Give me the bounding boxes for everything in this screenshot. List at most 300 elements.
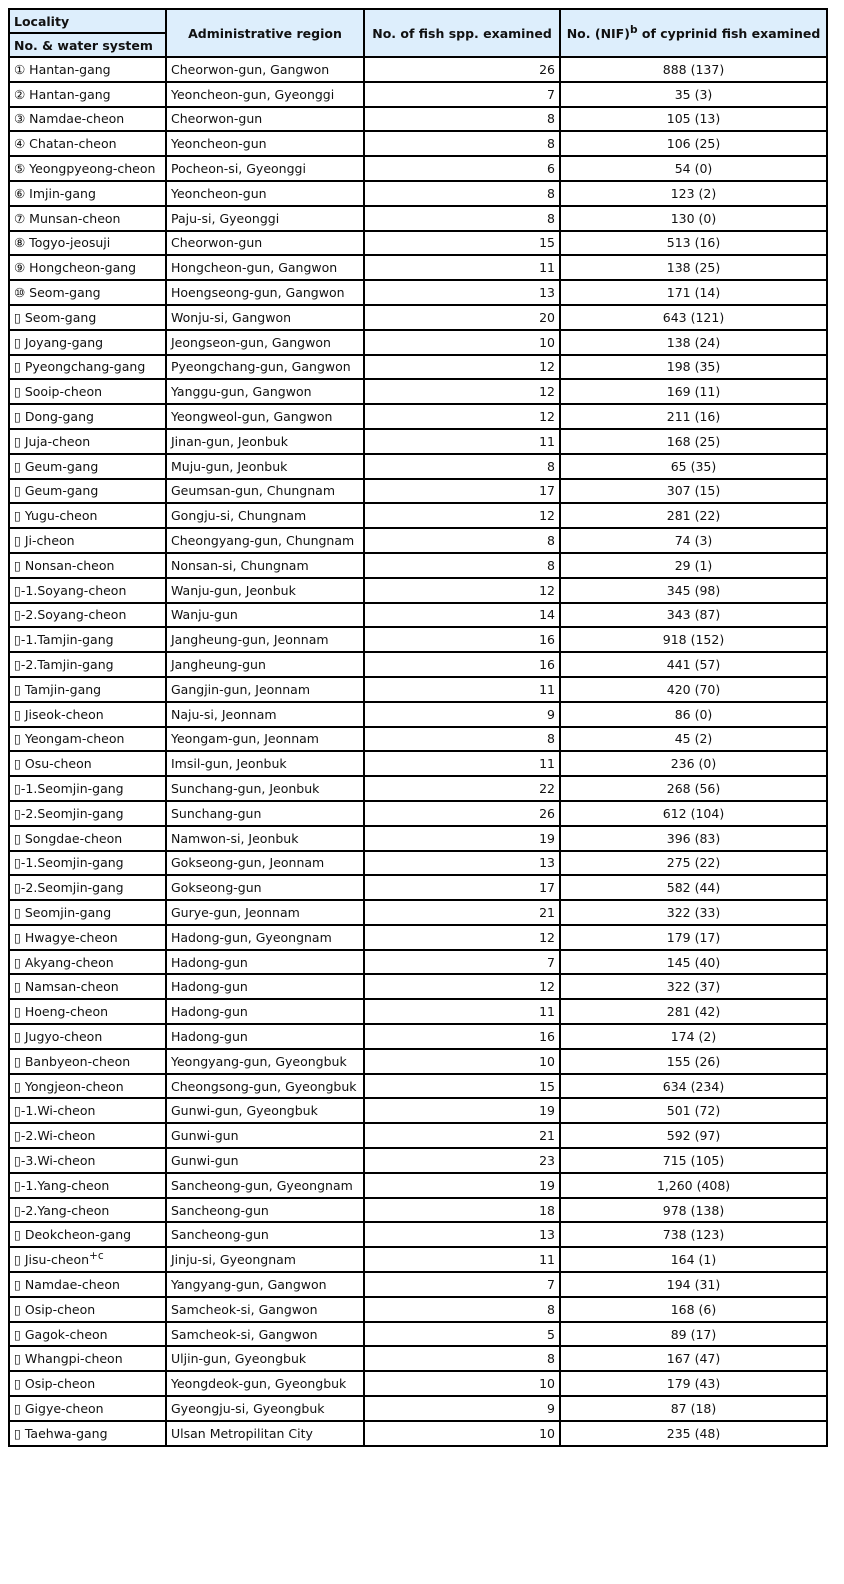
locality-cell xyxy=(9,603,166,628)
locality-cell-text: ▯-2.Tamjin-gang xyxy=(14,657,114,673)
header-cyprinid-prefix: No. (NIF) xyxy=(566,25,630,41)
spp-count-cell-text: 10 xyxy=(539,1376,555,1392)
locality-cell-text: ▯ Whangpi-cheon xyxy=(14,1351,123,1367)
locality-cell xyxy=(9,999,166,1024)
spp-count-cell xyxy=(364,1371,560,1396)
spp-count-cell xyxy=(364,652,560,677)
nif-count-cell xyxy=(560,479,827,504)
locality-cell xyxy=(9,1396,166,1421)
spp-count-cell-text: 12 xyxy=(539,409,555,425)
nif-count-cell-text: 738 (123) xyxy=(662,1227,725,1243)
table-row xyxy=(9,107,827,132)
nif-count-cell xyxy=(560,974,827,999)
locality-cell-text: ⑩ Seom-gang xyxy=(14,285,101,301)
region-cell-text: Cheorwon-gun, Gangwon xyxy=(171,61,330,77)
nif-count-cell xyxy=(560,280,827,305)
region-cell-text: Hadong-gun, Gyeongnam xyxy=(171,929,332,945)
nif-count-cell-text: 322 (33) xyxy=(666,904,721,920)
spp-count-cell xyxy=(364,454,560,479)
spp-count-cell-text: 16 xyxy=(539,657,555,673)
spp-count-cell-text: 8 xyxy=(547,458,555,474)
spp-count-cell xyxy=(364,851,560,876)
nif-count-cell-text: 198 (35) xyxy=(666,359,721,375)
region-cell-text: Yeoncheon-gun xyxy=(171,185,267,201)
nif-count-cell xyxy=(560,1148,827,1173)
region-cell-text: Ulsan Metropilitan City xyxy=(171,1425,313,1441)
spp-count-cell xyxy=(364,503,560,528)
spp-count-cell xyxy=(364,578,560,603)
region-cell xyxy=(166,1024,364,1049)
nif-count-cell xyxy=(560,578,827,603)
spp-count-cell xyxy=(364,627,560,652)
region-cell xyxy=(166,578,364,603)
nif-count-cell-text: 978 (138) xyxy=(662,1202,725,1218)
region-cell-text: Gunwi-gun, Gyeongbuk xyxy=(171,1103,318,1119)
spp-count-cell-text: 11 xyxy=(539,681,555,697)
spp-count-cell-text: 12 xyxy=(539,929,555,945)
spp-count-cell-text: 12 xyxy=(539,979,555,995)
locality-cell-text: ▯ Juja-cheon xyxy=(14,433,91,449)
region-cell xyxy=(166,1198,364,1223)
nif-count-cell-text: 275 (22) xyxy=(666,855,721,871)
nif-count-cell-text: 211 (16) xyxy=(666,409,721,425)
region-cell-text: Yeoncheon-gun xyxy=(171,136,267,152)
region-cell xyxy=(166,355,364,380)
locality-cell-text: ▯ Banbyeon-cheon xyxy=(14,1053,131,1069)
spp-count-cell xyxy=(364,330,560,355)
region-cell-text: Wonju-si, Gangwon xyxy=(171,309,292,325)
spp-count-cell-text: 21 xyxy=(539,904,555,920)
nif-count-cell xyxy=(560,379,827,404)
nif-count-cell xyxy=(560,1049,827,1074)
table-row xyxy=(9,652,827,677)
locality-cell-text: ▯ Joyang-gang xyxy=(14,334,104,350)
spp-count-cell xyxy=(364,702,560,727)
header-row-1 xyxy=(9,9,827,33)
table-row xyxy=(9,1421,827,1446)
region-cell xyxy=(166,57,364,82)
nif-count-cell xyxy=(560,727,827,752)
spp-count-cell xyxy=(364,1148,560,1173)
locality-cell xyxy=(9,206,166,231)
locality-cell-text: ▯ Songdae-cheon xyxy=(14,830,123,846)
nif-count-cell xyxy=(560,677,827,702)
nif-count-cell xyxy=(560,1222,827,1247)
spp-count-cell-text: 6 xyxy=(547,161,555,177)
locality-cell xyxy=(9,82,166,107)
table-row xyxy=(9,1371,827,1396)
nif-count-cell-text: 268 (56) xyxy=(666,781,721,796)
header-locality: Locality xyxy=(9,9,166,33)
locality-cell xyxy=(9,379,166,404)
nif-count-cell xyxy=(560,1074,827,1099)
locality-cell-text: ▯ Namsan-cheon xyxy=(14,979,119,995)
spp-count-cell xyxy=(364,1421,560,1446)
spp-count-cell xyxy=(364,751,560,776)
region-cell xyxy=(166,1396,364,1421)
table-row xyxy=(9,1396,827,1421)
spp-count-cell xyxy=(364,727,560,752)
spp-count-cell-text: 10 xyxy=(539,1425,555,1441)
locality-cell-text: ▯ Jisu-cheon xyxy=(14,1252,90,1268)
locality-cell xyxy=(9,875,166,900)
region-cell-text: Yeongyang-gun, Gyeongbuk xyxy=(171,1053,347,1069)
locality-cell-text: ▯ Namdae-cheon xyxy=(14,1276,120,1292)
spp-count-cell-text: 8 xyxy=(547,731,555,747)
nif-count-cell-text: 164 (1) xyxy=(670,1252,717,1268)
nif-count-cell xyxy=(560,1123,827,1148)
table-row xyxy=(9,82,827,107)
spp-count-cell xyxy=(364,1222,560,1247)
spp-count-cell xyxy=(364,603,560,628)
locality-cell-text: ▯ Yongjeon-cheon xyxy=(14,1078,124,1094)
region-cell xyxy=(166,1173,364,1198)
spp-count-cell-text: 19 xyxy=(539,1103,555,1119)
spp-count-cell xyxy=(364,826,560,851)
table-row xyxy=(9,1098,827,1123)
spp-count-cell-text: 11 xyxy=(539,1004,555,1020)
locality-cell-text: ⑨ Hongcheon-gang xyxy=(14,260,137,276)
spp-count-cell xyxy=(364,776,560,801)
nif-count-cell xyxy=(560,255,827,280)
table-row xyxy=(9,528,827,553)
locality-cell xyxy=(9,131,166,156)
spp-count-cell xyxy=(364,1074,560,1099)
table-row xyxy=(9,999,827,1024)
locality-cell-text: ▯-3.Wi-cheon xyxy=(14,1152,96,1168)
table-row xyxy=(9,851,827,876)
table-row xyxy=(9,1024,827,1049)
spp-count-cell xyxy=(364,900,560,925)
nif-count-cell-text: 343 (87) xyxy=(666,607,721,623)
nif-count-cell xyxy=(560,925,827,950)
nif-count-cell-text: 501 (72) xyxy=(666,1103,721,1119)
table-row xyxy=(9,578,827,603)
spp-count-cell-text: 10 xyxy=(539,1053,555,1069)
spp-count-cell-text: 8 xyxy=(547,1301,555,1317)
spp-count-cell-text: 13 xyxy=(539,1227,555,1243)
spp-count-cell xyxy=(364,1123,560,1148)
nif-count-cell xyxy=(560,826,827,851)
locality-cell-text: ▯-2.Wi-cheon xyxy=(14,1128,96,1144)
table-row xyxy=(9,379,827,404)
region-cell-text: Hadong-gun xyxy=(171,1004,248,1020)
locality-cell-text: ▯ Osip-cheon xyxy=(14,1301,96,1317)
table-row xyxy=(9,751,827,776)
nif-count-cell-text: 179 (43) xyxy=(666,1376,721,1392)
nif-count-cell-text: 138 (25) xyxy=(666,260,721,276)
region-cell xyxy=(166,1371,364,1396)
nif-count-cell-text: 582 (44) xyxy=(666,880,721,896)
nif-count-cell-text: 74 (3) xyxy=(674,533,713,549)
nif-count-cell xyxy=(560,107,827,132)
nif-count-cell xyxy=(560,1173,827,1198)
locality-cell-text: ① Hantan-gang xyxy=(14,61,111,77)
locality-cell-text: ④ Chatan-cheon xyxy=(14,136,117,152)
nif-count-cell xyxy=(560,1322,827,1347)
region-cell-text: Naju-si, Jeonnam xyxy=(171,706,277,722)
region-cell-text: Nonsan-si, Chungnam xyxy=(171,557,309,573)
region-cell-text: Yanggu-gun, Gangwon xyxy=(171,384,312,400)
spp-count-cell-text: 8 xyxy=(547,557,555,573)
nif-count-cell xyxy=(560,231,827,256)
region-cell-text: Jinan-gun, Jeonbuk xyxy=(171,433,288,449)
region-cell-text: Jangheung-gun, Jeonnam xyxy=(171,632,329,648)
table-row xyxy=(9,1123,827,1148)
nif-count-cell-text: 441 (57) xyxy=(666,657,721,673)
header-cyprinid-suffix: of cyprinid fish examined xyxy=(637,25,821,41)
spp-count-cell-text: 9 xyxy=(547,706,555,722)
region-cell xyxy=(166,404,364,429)
locality-cell xyxy=(9,826,166,851)
locality-cell-text: ▯-1.Wi-cheon xyxy=(14,1103,96,1119)
footnote-marker: +c xyxy=(89,1249,104,1263)
spp-count-cell-text: 21 xyxy=(539,1128,555,1144)
locality-cell-text: ⑥ Imjin-gang xyxy=(14,185,96,201)
nif-count-cell-text: 513 (16) xyxy=(666,235,721,251)
locality-cell xyxy=(9,181,166,206)
spp-count-cell-text: 11 xyxy=(539,1252,555,1268)
spp-count-cell xyxy=(364,1247,560,1272)
nif-count-cell-text: 89 (17) xyxy=(670,1326,717,1342)
table-row xyxy=(9,503,827,528)
locality-cell xyxy=(9,231,166,256)
table-row xyxy=(9,1198,827,1223)
spp-count-cell-text: 20 xyxy=(539,309,555,325)
header-no-water-system: No. & water system xyxy=(9,33,166,57)
spp-count-cell-text: 13 xyxy=(539,285,555,301)
locality-cell-text: ▯-1.Soyang-cheon xyxy=(14,582,127,598)
spp-count-cell-text: 11 xyxy=(539,756,555,772)
table-row xyxy=(9,255,827,280)
nif-count-cell xyxy=(560,305,827,330)
locality-cell-text: ▯ Yeongam-cheon xyxy=(14,731,125,747)
region-cell-text: Namwon-si, Jeonbuk xyxy=(171,830,299,846)
footnote-marker-b: b xyxy=(629,22,638,36)
region-cell xyxy=(166,1148,364,1173)
region-cell-text: Sancheong-gun xyxy=(171,1202,269,1218)
region-cell xyxy=(166,479,364,504)
spp-count-cell xyxy=(364,925,560,950)
spp-count-cell-text: 17 xyxy=(539,483,555,499)
nif-count-cell-text: 236 (0) xyxy=(670,756,717,772)
nif-count-cell xyxy=(560,603,827,628)
locality-cell-text: ▯ Osip-cheon xyxy=(14,1376,96,1392)
locality-cell xyxy=(9,974,166,999)
nif-count-cell xyxy=(560,156,827,181)
table-row xyxy=(9,702,827,727)
locality-cell-text: ▯-2.Soyang-cheon xyxy=(14,607,127,623)
nif-count-cell xyxy=(560,1297,827,1322)
table-row xyxy=(9,1222,827,1247)
nif-count-cell-text: 345 (98) xyxy=(666,582,721,598)
locality-cell xyxy=(9,925,166,950)
locality-cell xyxy=(9,1123,166,1148)
nif-count-cell-text: 87 (18) xyxy=(670,1400,717,1416)
nif-count-cell xyxy=(560,1247,827,1272)
locality-cell-text: ▯ Osu-cheon xyxy=(14,756,92,772)
locality-cell-text: ▯ Ji-cheon xyxy=(14,533,75,549)
region-cell-text: Gunwi-gun xyxy=(171,1152,239,1168)
table-body xyxy=(9,57,827,1446)
region-cell xyxy=(166,503,364,528)
spp-count-cell xyxy=(364,1322,560,1347)
nif-count-cell-text: 171 (14) xyxy=(666,285,721,301)
nif-count-cell xyxy=(560,652,827,677)
region-cell xyxy=(166,156,364,181)
spp-count-cell xyxy=(364,429,560,454)
table-row xyxy=(9,925,827,950)
region-cell xyxy=(166,131,364,156)
locality-cell xyxy=(9,404,166,429)
spp-count-cell-text: 8 xyxy=(547,111,555,127)
nif-count-cell-text: 715 (105) xyxy=(662,1152,725,1168)
locality-cell xyxy=(9,776,166,801)
locality-cell-text: ▯ Nonsan-cheon xyxy=(14,557,115,573)
table-row xyxy=(9,1049,827,1074)
region-cell xyxy=(166,1272,364,1297)
spp-count-cell-text: 16 xyxy=(539,632,555,648)
spp-count-cell-text: 13 xyxy=(539,855,555,871)
locality-cell xyxy=(9,1173,166,1198)
region-cell xyxy=(166,652,364,677)
spp-count-cell-text: 22 xyxy=(539,781,555,796)
locality-cell-text: ▯ Taehwa-gang xyxy=(14,1425,108,1441)
spp-count-cell-text: 14 xyxy=(539,607,555,623)
nif-count-cell xyxy=(560,1396,827,1421)
region-cell xyxy=(166,875,364,900)
spp-count-cell-text: 9 xyxy=(547,1400,555,1416)
locality-cell-text: ▯ Deokcheon-gang xyxy=(14,1227,132,1243)
nif-count-cell-text: 1,260 (408) xyxy=(656,1177,731,1193)
nif-count-cell xyxy=(560,131,827,156)
region-cell-text: Pyeongchang-gun, Gangwon xyxy=(171,359,351,375)
region-cell xyxy=(166,82,364,107)
region-cell xyxy=(166,677,364,702)
region-cell-text: Cheorwon-gun xyxy=(171,235,263,251)
region-cell-text: Samcheok-si, Gangwon xyxy=(171,1326,318,1342)
nif-count-cell xyxy=(560,875,827,900)
locality-cell xyxy=(9,255,166,280)
spp-count-cell-text: 15 xyxy=(539,1078,555,1094)
locality-cell xyxy=(9,355,166,380)
locality-cell xyxy=(9,677,166,702)
nif-count-cell-text: 281 (22) xyxy=(666,508,721,524)
locality-cell-text: ▯ Seomjin-gang xyxy=(14,904,112,920)
region-cell xyxy=(166,305,364,330)
region-cell-text: Sunchang-gun xyxy=(171,805,262,821)
locality-cell-text: ▯-1.Seomjin-gang xyxy=(14,781,124,796)
region-cell-text: Hadong-gun xyxy=(171,1028,248,1044)
spp-count-cell-text: 8 xyxy=(547,210,555,226)
spp-count-cell xyxy=(364,1297,560,1322)
nif-count-cell xyxy=(560,57,827,82)
region-cell xyxy=(166,603,364,628)
locality-cell-text: ▯ Hoeng-cheon xyxy=(14,1004,109,1020)
nif-count-cell xyxy=(560,751,827,776)
spp-count-cell xyxy=(364,974,560,999)
locality-cell xyxy=(9,851,166,876)
spp-count-cell-text: 12 xyxy=(539,582,555,598)
table-row xyxy=(9,1297,827,1322)
region-cell-text: Wanju-gun, Jeonbuk xyxy=(171,582,296,598)
region-cell-text: Gokseong-gun xyxy=(171,880,262,896)
region-cell xyxy=(166,181,364,206)
locality-cell xyxy=(9,57,166,82)
region-cell-text: Hoengseong-gun, Gangwon xyxy=(171,285,345,301)
locality-cell xyxy=(9,156,166,181)
nif-count-cell xyxy=(560,900,827,925)
region-cell xyxy=(166,330,364,355)
nif-count-cell xyxy=(560,1272,827,1297)
spp-count-cell-text: 12 xyxy=(539,359,555,375)
locality-cell xyxy=(9,702,166,727)
region-cell-text: Paju-si, Gyeonggi xyxy=(171,210,280,226)
spp-count-cell-text: 8 xyxy=(547,533,555,549)
spp-count-cell xyxy=(364,1272,560,1297)
spp-count-cell-text: 8 xyxy=(547,1351,555,1367)
region-cell-text: Pocheon-si, Gyeonggi xyxy=(171,161,306,177)
spp-count-cell-text: 16 xyxy=(539,1028,555,1044)
region-cell-text: Gyeongju-si, Gyeongbuk xyxy=(171,1400,325,1416)
region-cell xyxy=(166,826,364,851)
nif-count-cell xyxy=(560,627,827,652)
locality-cell xyxy=(9,305,166,330)
region-cell xyxy=(166,107,364,132)
nif-count-cell-text: 918 (152) xyxy=(662,632,725,648)
region-cell-text: Yeongam-gun, Jeonnam xyxy=(171,731,319,747)
nif-count-cell xyxy=(560,454,827,479)
spp-count-cell-text: 18 xyxy=(539,1202,555,1218)
nif-count-cell-text: 322 (37) xyxy=(666,979,721,995)
spp-count-cell-text: 23 xyxy=(539,1152,555,1168)
region-cell-text: Hadong-gun xyxy=(171,979,248,995)
nif-count-cell xyxy=(560,503,827,528)
spp-count-cell xyxy=(364,206,560,231)
region-cell-text: Jinju-si, Gyeongnam xyxy=(171,1252,296,1268)
table-row xyxy=(9,305,827,330)
region-cell xyxy=(166,851,364,876)
region-cell-text: Gongju-si, Chungnam xyxy=(171,508,307,524)
locality-cell xyxy=(9,479,166,504)
spp-count-cell xyxy=(364,553,560,578)
spp-count-cell-text: 19 xyxy=(539,1177,555,1193)
table-row xyxy=(9,950,827,975)
region-cell xyxy=(166,925,364,950)
nif-count-cell-text: 106 (25) xyxy=(666,136,721,152)
locality-cell-text: ▯ Jiseok-cheon xyxy=(14,706,104,722)
region-cell xyxy=(166,751,364,776)
spp-count-cell-text: 7 xyxy=(547,1276,555,1292)
nif-count-cell-text: 168 (25) xyxy=(666,433,721,449)
spp-count-cell xyxy=(364,255,560,280)
spp-count-cell xyxy=(364,801,560,826)
table-row xyxy=(9,1074,827,1099)
table-row xyxy=(9,156,827,181)
region-cell-text: Cheorwon-gun xyxy=(171,111,263,127)
fish-survey-table xyxy=(8,8,828,1447)
nif-count-cell-text: 396 (83) xyxy=(666,830,721,846)
locality-cell xyxy=(9,751,166,776)
spp-count-cell-text: 15 xyxy=(539,235,555,251)
locality-cell xyxy=(9,330,166,355)
locality-cell xyxy=(9,1098,166,1123)
region-cell xyxy=(166,1222,364,1247)
table-row xyxy=(9,131,827,156)
nif-count-cell-text: 235 (48) xyxy=(666,1425,721,1441)
spp-count-cell-text: 8 xyxy=(547,136,555,152)
region-cell xyxy=(166,280,364,305)
